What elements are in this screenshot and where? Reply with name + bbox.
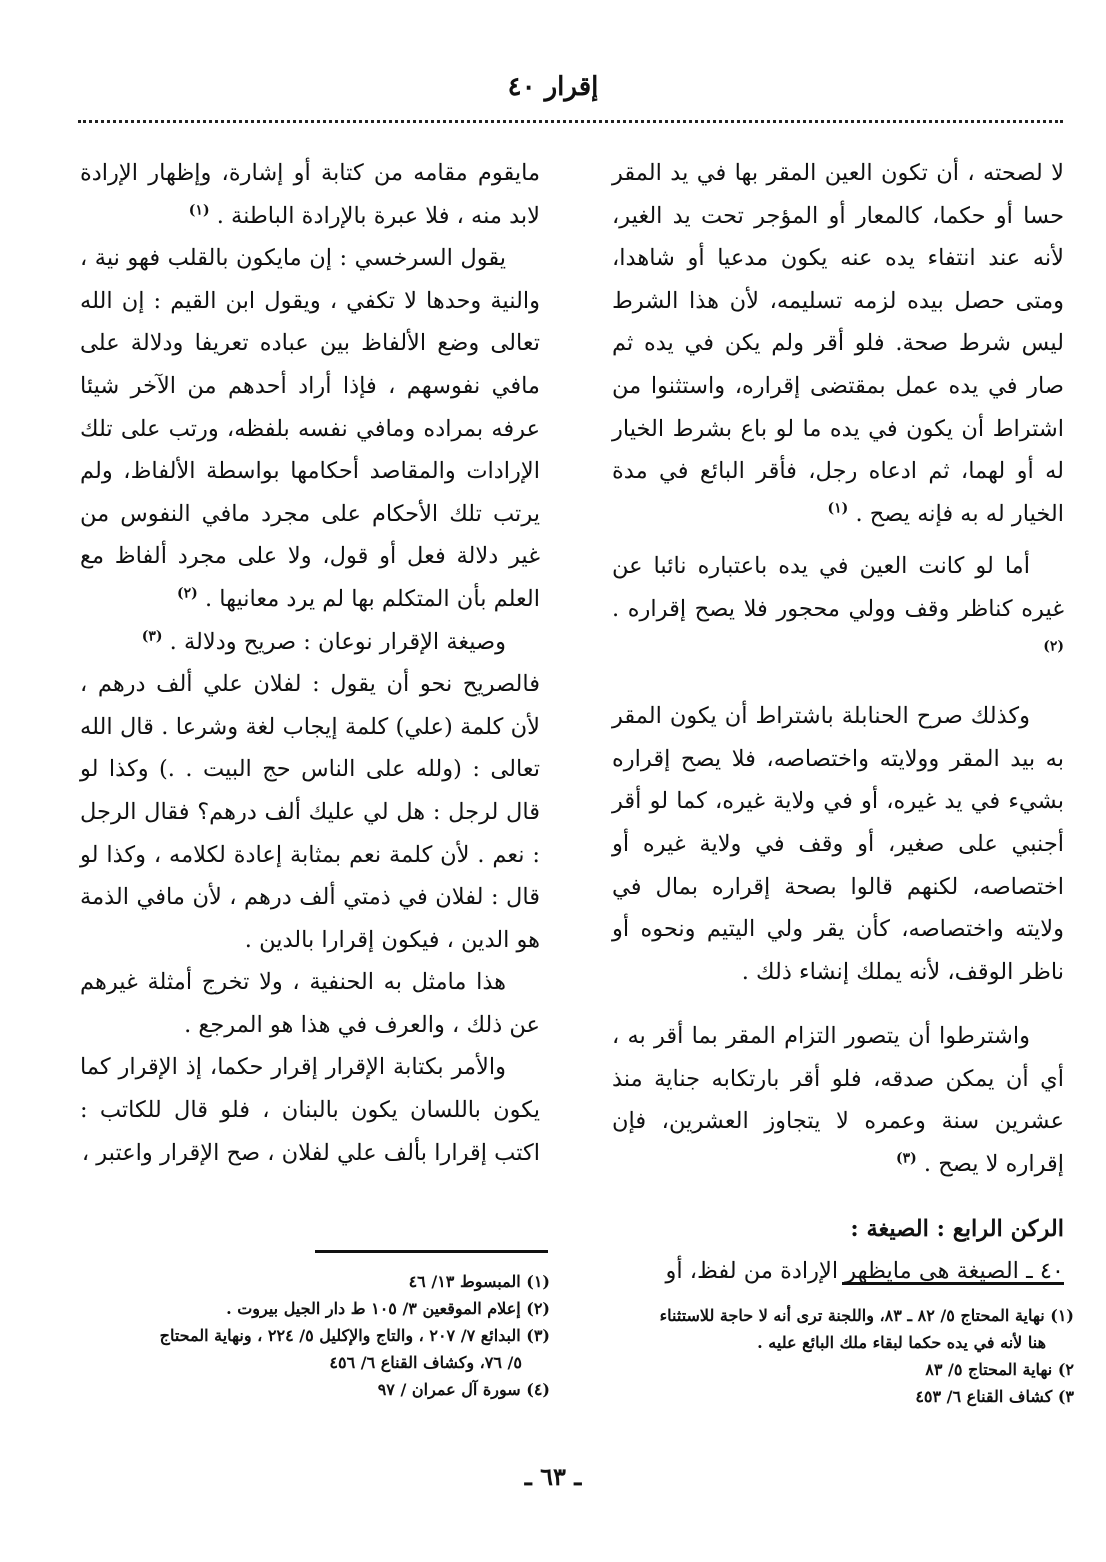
- paragraph: مايقوم مقامه من كتابة أو إشارة، وإظهار الإرادة لابد منه ، فلا عبرة بالإرادة الباطنة . $^{(١)}$: [80, 160, 540, 229]
- footnote-ref: (٢): [177, 585, 198, 602]
- footnote-ref: (٣): [141, 628, 163, 645]
- right-column: [612, 152, 1064, 1293]
- paragraph: لا لصحته ، أن تكون العين المقر بها في يد المقر حسا أو حكما، كالمعار أو المؤجر تحت يد الغير، لأنه عند انتفاء يده عنه يكون مدعيا أو شاهدا، ومتى حصل بيده لزمه تسليمه، لأن هذا الشرط ليس شرط صحة. فلو أقر ولم يكن في يده ثم صار في يده عمل بمقتضى إقراره، واستثنوا من اشتراط أن يكون في يده ما لو باع بشرط الخيار له أو لهما، ثم ادعاه رجل، فأقر البائع في مدة الخيار له به فإنه يصح . $^{(١)}$: [612, 160, 1064, 527]
- footnote: (١) المبسوط ١٣/ ٤٦: [408, 1272, 550, 1291]
- paragraph: والأمر بكتابة الإقرار إقرار حكما، إذ الإقرار كما يكون باللسان يكون بالبنان ، فلو قال للكاتب : اكتب إقرارا بألف علي لفلان ، صح الإقرار واعتبر ،: [80, 1054, 540, 1166]
- paragraph: ٤٠ ـ الصيغة هي مايظهر الإرادة من لفظ، أو: [665, 1258, 1064, 1285]
- footnote: ٥/ ٧٦، وكشاف القناع ٦/ ٤٥٦: [329, 1353, 522, 1372]
- paragraph: أما لو كانت العين في يده باعتباره نائبا عن غيره كناظر وقف وولي محجور فلا يصح إقراره . $^{(٢)}$: [612, 553, 1064, 655]
- footnote-ref: (١): [188, 202, 210, 219]
- footnote-ref: (١): [827, 500, 849, 517]
- footnote-ref: (٣): [895, 1150, 917, 1167]
- footnote-ref: (٢): [1043, 638, 1064, 655]
- footnote: (٤) سورة آل عمران / ٩٧: [377, 1380, 550, 1399]
- paragraph: وكذلك صرح الحنابلة باشتراط أن يكون المقر به بيد المقر وولايته واختصاصه، فلا يصح إقراره بشيء في يد غيره، أو في ولاية غيره، كما لو أقر أجنبي على صغير، أو وقف في ولاية غيره أو اختصاصه، لكنهم قالوا بصحة إقراره بمال في ولايته واختصاصه، كأن يقر ولي اليتيم ونحوه أو ناظر الوقف، لأنه يملك إنشاء ذلك .: [612, 703, 1064, 985]
- paragraph: هذا مامثل به الحنفية ، ولا تخرج أمثلة غيرهم عن ذلك ، والعرف في هذا هو المرجع .: [80, 969, 540, 1038]
- footnote: هنا لأنه في يده حكما لبقاء ملك البائع عليه .: [757, 1333, 1046, 1352]
- page-number: ـ ٦٣ ـ: [524, 1462, 582, 1491]
- paragraph: واشترطوا أن يتصور التزام المقر بما أقر به ، أي أن يمكن صدقه، فلو أقر بارتكابه جناية منذ عشرين سنة وعمره لا يتجاوز العشرين، فإن إقراره لا يصح . $^{(٣)}$: [612, 1023, 1064, 1178]
- footnote: (٢) إعلام الموقعين ٣/ ١٠٥ ط دار الجيل بيروت .: [226, 1299, 550, 1318]
- footnote-separator: [315, 1250, 548, 1253]
- footnote-separator: [842, 1282, 1064, 1285]
- footnote: ٣) كشاف القناع ٦/ ٤٥٣: [915, 1387, 1074, 1406]
- page-header-title: إقرار ٤٠: [507, 72, 599, 102]
- left-column: [80, 152, 540, 1174]
- footnote: (٣) البدائع ٧/ ٢٠٧ ، والتاج والإكليل ٥/ ٢٢٤ ، ونهاية المحتاج: [159, 1326, 550, 1345]
- footnotes-left: [80, 1268, 550, 1403]
- paragraph: فالصريح نحو أن يقول : لفلان علي ألف درهم ، لأن كلمة (علي) كلمة إيجاب لغة وشرعا . قال الله تعالى : (ولله على الناس حج البيت . .) وكذا لو قال لرجل : هل لي عليك ألف درهم؟ فقال الرجل : نعم . لأن كلمة نعم بمثابة إعادة لكلامه ، وكذا لو قال : لفلان في ذمتي ألف درهم ، لأن مافي الذمة هو الدين ، فيكون إقرارا بالدين .: [80, 671, 540, 953]
- footnote: ٢) نهاية المحتاج ٥/ ٨٣: [925, 1360, 1074, 1379]
- paragraph: وصيغة الإقرار نوعان : صريح ودلالة . $^{(٣)}$: [141, 628, 506, 655]
- footnote: (١) نهاية المحتاج ٥/ ٨٢ ـ ٨٣، واللجنة ترى أنه لا حاجة للاستثناء: [659, 1306, 1074, 1325]
- footnotes-right: [612, 1302, 1074, 1410]
- section-heading: الركن الرابع : الصيغة :: [850, 1215, 1064, 1242]
- header-dotted-divider: [78, 120, 1063, 123]
- paragraph: يقول السرخسي : إن مايكون بالقلب فهو نية ، والنية وحدها لا تكفي ، ويقول ابن القيم : إن الله تعالى وضع الألفاظ بين عباده تعريفا ودلالة على مافي نفوسهم ، فإذا أراد أحدهم من الآخر شيئا عرفه بمراده ومافي نفسه بلفظه، ورتب على تلك الإرادات والمقاصد أحكامها بواسطة الألفاظ، ولم يرتب تلك الأحكام على مجرد مافي النفوس من غير دلالة فعل أو قول، ولا على مجرد ألفاظ مع العلم بأن المتكلم بها لم يرد معانيها . $^{(٢)}$: [80, 245, 540, 612]
